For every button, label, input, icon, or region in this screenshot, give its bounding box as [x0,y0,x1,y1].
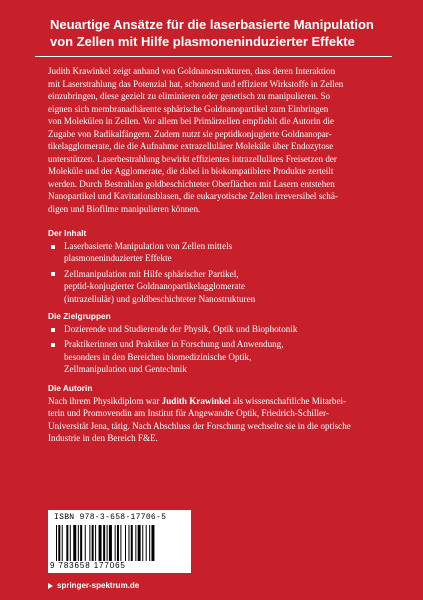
blurb-line: Judith Krawinkel zeigt anhand von Goldnanostrukturen, dass deren Interaktion [48,66,336,76]
zielgruppen-list [48,323,398,379]
barcode-bar [138,525,141,561]
bullet-icon [51,328,55,332]
isbn-label: ISBN 978-3-658-17706-5 [54,513,167,522]
barcode-bar [56,525,57,561]
blurb-text [48,65,389,216]
list-item-line: Laserbasierte Manipulation von Zellen mittels [64,241,233,251]
arrow-right-icon [48,583,53,589]
bullet-icon [51,343,55,347]
list-item-line: Dozierende und Studierende der Physik, Optik und Biophotonik [64,324,298,334]
blurb-line: tikelagglomerate, die die Aufnahme extrazellulärer Moleküle über Endozytose [48,141,334,152]
blurb-line: einzubringen, diese gezielt zu eliminieren oder genetisch zu manipulieren. So [48,91,331,102]
barcode-bar [117,525,119,561]
autorin-text [48,395,393,445]
list-item-line: Zellmanipulation mit Hilfe sphärischer Partikel, [64,268,239,279]
blurb-line: werden. Durch Bestrahlen goldbeschichteter Oberflächen mit Lasern entstehen [48,178,335,189]
book-title [50,16,400,50]
website-link[interactable] [48,581,139,590]
bullet-icon [51,245,55,249]
blurb-line: Moleküle und der Agglomerate, die dabei in biokompatiblere Produkte zerteilt [48,166,334,177]
barcode-bar [128,525,129,561]
barcode-bar [149,525,150,561]
list-item [48,268,398,305]
title-line-2: von Zellen mit Hilfe plasmoneninduzierter Effekte [50,34,355,49]
blurb-line: unterstützen. Laserbestrahlung bewirkt effizientes intrazelluläres Freisetzen der [48,153,337,164]
barcode-bar [109,525,112,561]
barcode-bar [73,525,76,561]
blurb-line: mit Laserstrahlung das Potenzial hat, schonend und effizient Wirkstoffe in Zellen [48,78,344,89]
barcode-bar [107,525,108,561]
blurb-line: Zugabe von Radikalfängern. Zudem nutzt sie peptidkonjugierte Goldnanopar- [48,128,332,139]
zielgruppen-heading: Die Zielgruppen [48,311,111,321]
autorin-line-1-end: als wissenschaftliche Mitarbei- [230,396,347,406]
list-item [48,338,398,375]
barcode-bar [66,525,68,561]
barcode-bar [131,525,133,561]
barcode-bar [120,525,121,561]
bullet-icon [51,272,55,276]
barcode-bar [146,525,147,561]
autorin-line-3: Universität Jena, tätig. Nach Abschluss der Forschung wechselte sie in die optische [48,420,351,431]
barcode-bar [58,525,60,561]
blurb-line: von Molekülen in Zellen. Vor allem bei Primärzellen empfiehlt die Autorin die [48,116,335,127]
autorin-line-2: terin und Promovendin am Institut für Angewandte Optik, Friedrich-Schiller- [48,408,329,419]
list-item-line: besonders in den Bereichen biomedizinische Optik, [64,351,252,362]
barcode-box [48,510,191,573]
list-item-line: Zellmanipulation und Gentechnik [64,364,187,375]
blurb-line: eignen sich membranadhärente sphärische Goldnanopartikel zum Einbringen [48,103,329,114]
author-name: Judith Krawinkel [161,396,231,406]
barcode-bar [103,525,105,561]
list-item [48,240,398,265]
list-item-line: peptid-konjugierter Goldnanopartikelagglomerate [64,281,246,292]
list-item [48,323,398,335]
list-item-line: (intrazellulär) und goldbeschichteter Nanostrukturen [64,293,256,304]
barcode-bar [85,525,86,561]
website-text: springer-spektrum.de [57,581,140,590]
barcode-bar [78,525,79,561]
blurb-line: Nanopartikel und Kavitationsblasen, die eukaryotische Zellen irreversibel schä- [48,191,338,202]
title-divider [35,56,392,57]
barcode-bar [95,525,96,561]
barcode-bar [125,525,126,561]
barcode-bar [80,525,82,561]
title-line-1: Neuartige Ansätze für die laserbasierte Manipulation [50,17,374,32]
inhalt-heading: Der Inhalt [48,228,87,238]
barcode-bar [92,525,94,561]
barcode-icon [56,525,184,561]
inhalt-list [48,240,398,308]
barcode-bar [135,525,136,561]
barcode-bar [99,525,102,561]
list-item-line: Praktikerinnen und Praktiker in Forschung und Anwendung, [64,339,284,350]
list-item-line: plasmoneninduzierter Effekte [64,253,172,264]
barcode-bar [151,525,154,561]
barcode-bar [89,525,90,561]
autorin-heading: Die Autorin [48,383,93,393]
autorin-line-1-start: Nach ihrem Physikdiplom war [48,396,162,406]
barcode-bar [142,525,143,561]
barcode-bar [115,525,116,561]
barcode-bar [70,525,71,561]
blurb-line: digen und Biofilme manipulieren können. [48,204,201,215]
barcode-number: 9 783658 177065 [50,561,126,570]
autorin-line-4: Industrie in den Bereich F&E. [48,433,158,444]
barcode-bar [62,525,63,561]
autorin-line-1 [48,395,393,407]
